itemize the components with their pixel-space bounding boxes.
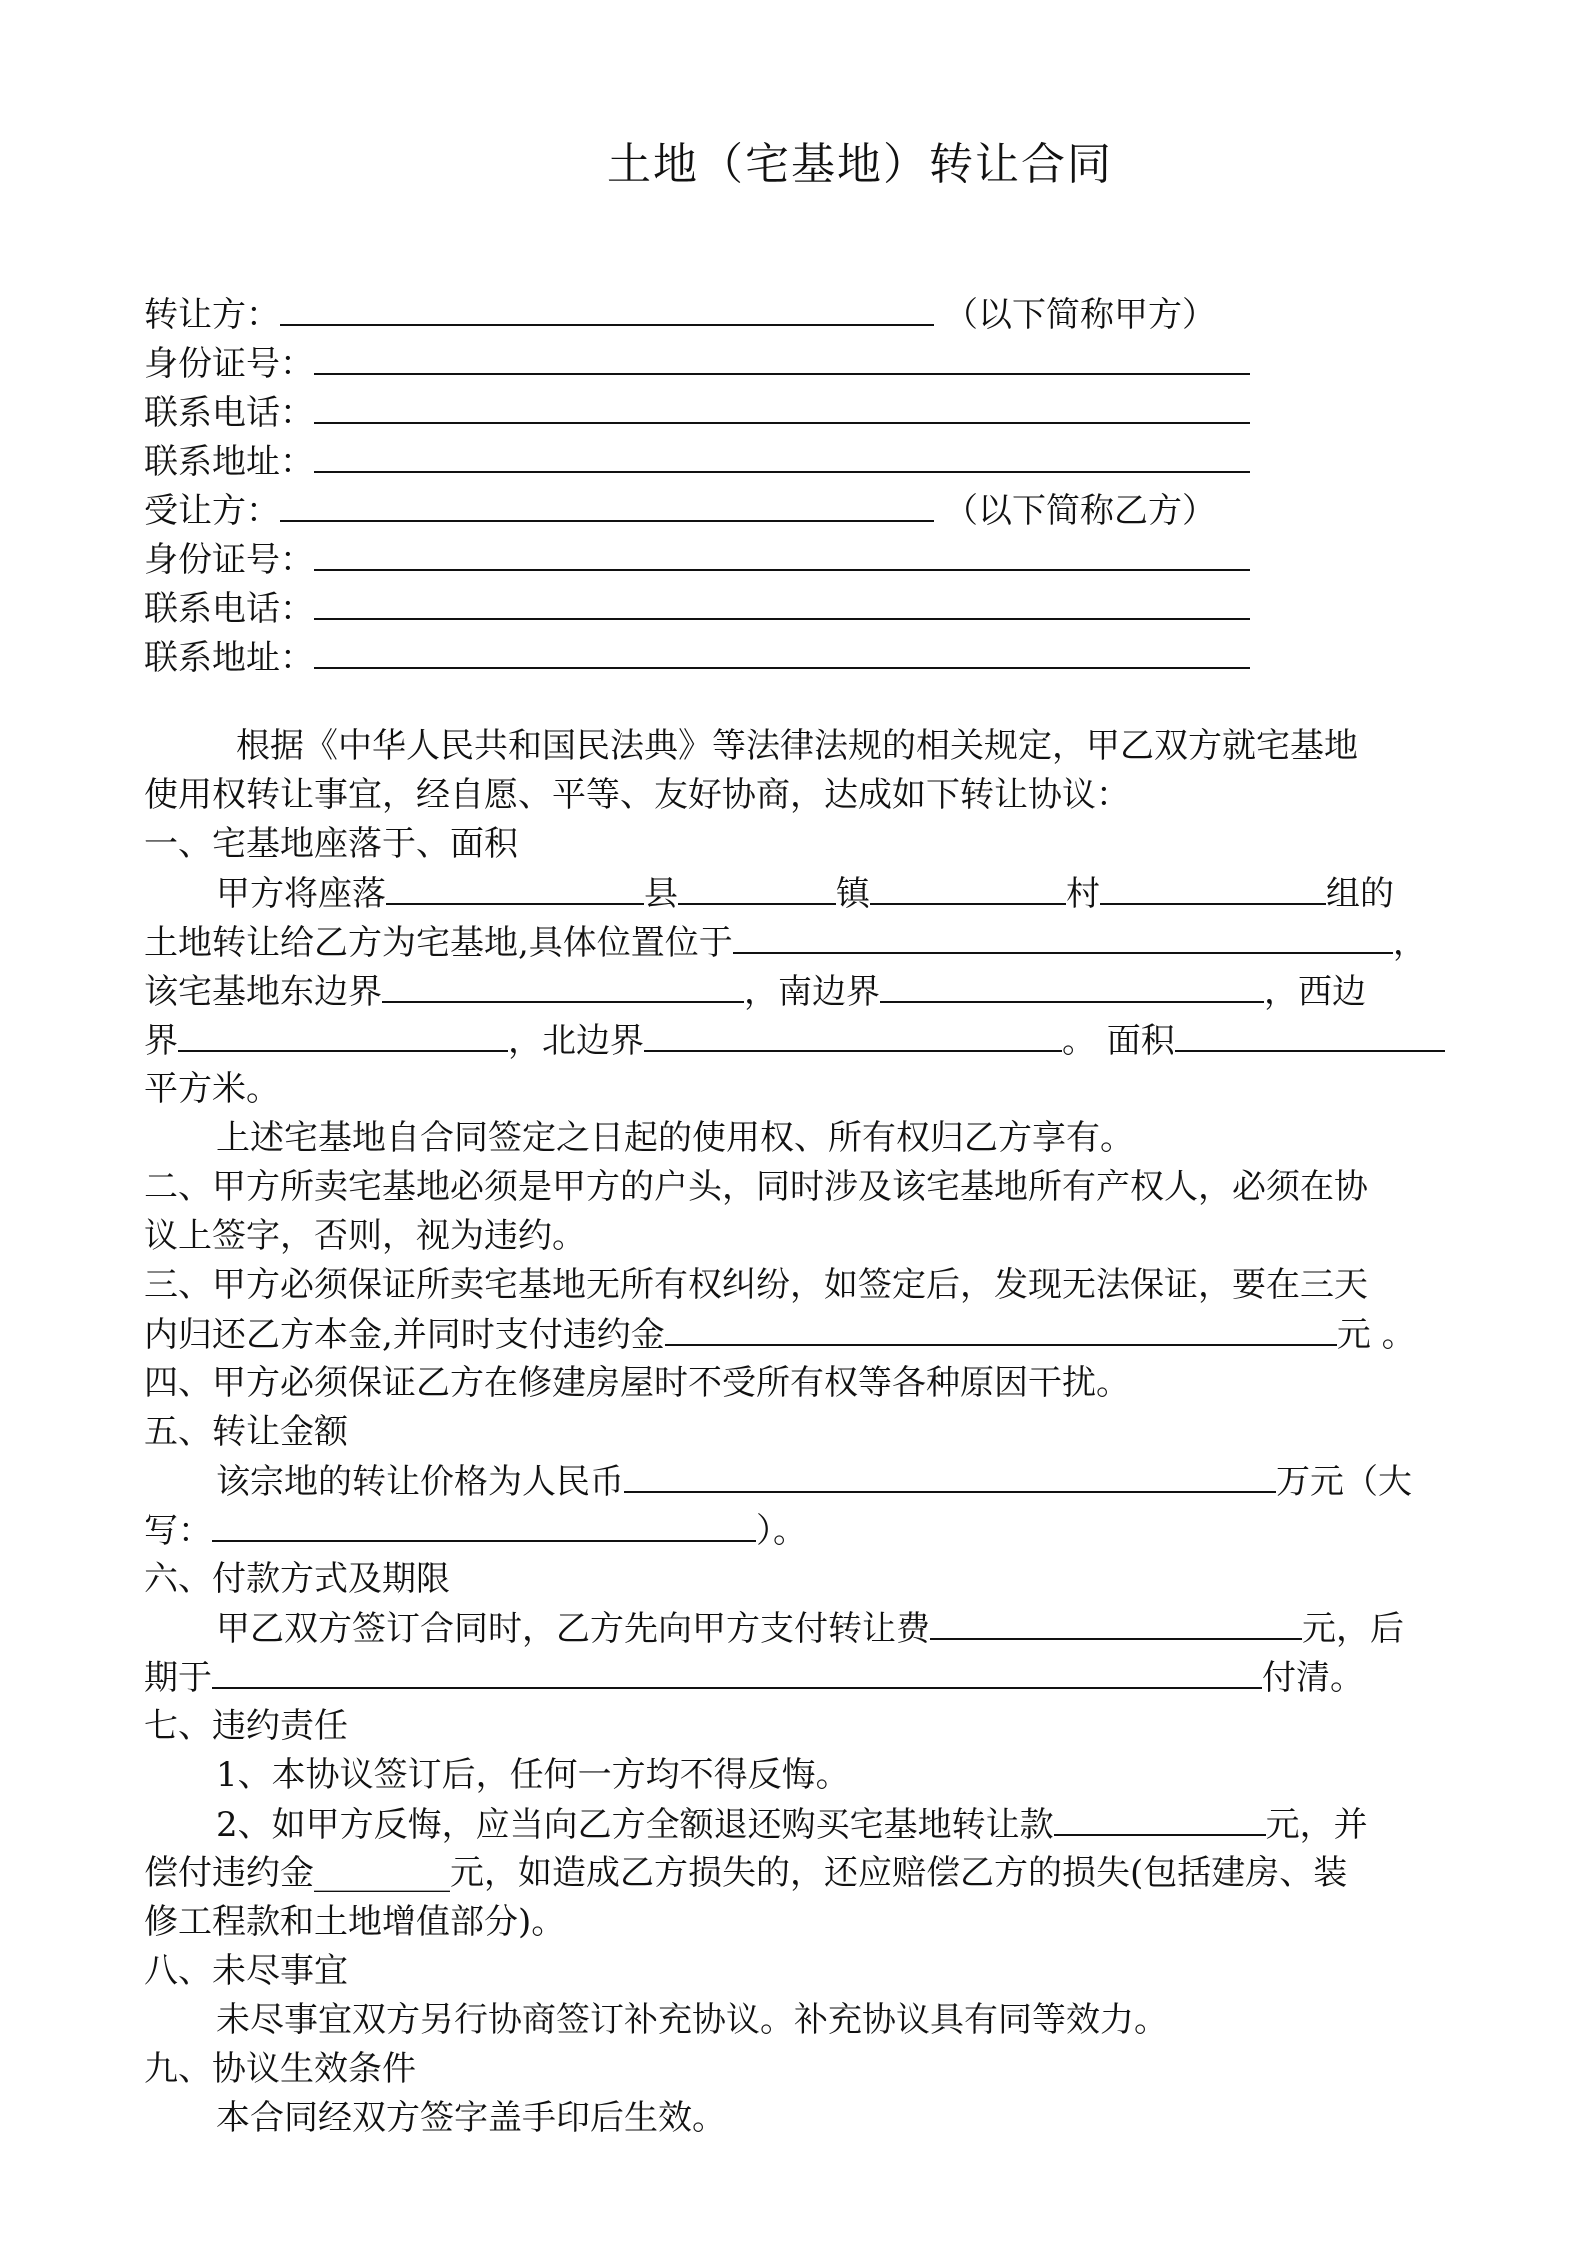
price-capital-line [144, 1506, 807, 1554]
id2-blank[interactable] [314, 535, 1250, 571]
boundary-line-2 [144, 1016, 1445, 1064]
price-capital-label: 写： [144, 1511, 212, 1551]
location-village: 村 [1066, 874, 1100, 914]
phone1-line [144, 388, 1250, 436]
penalty-text: 内归还乙方本金,并同时支付违约金 [144, 1315, 665, 1355]
addr1-blank[interactable] [314, 437, 1250, 473]
location-county: 县 [644, 874, 678, 914]
section-3-line-2 [144, 1310, 1416, 1358]
location-text-1: 甲方将座落 [216, 874, 386, 914]
area-blank[interactable] [1175, 1016, 1445, 1052]
village-blank[interactable] [870, 869, 1066, 905]
section-3-line-1: 三、甲方必须保证所卖宅基地无所有权纠纷，如签定后，发现无法保证，要在三天 [144, 1265, 1368, 1305]
west-boundary-label: ，西边 [1264, 972, 1366, 1012]
west-boundary-cont: 界 [144, 1021, 178, 1061]
phone1-label: 联系电话： [144, 393, 314, 433]
section-6-heading: 六、付款方式及期限 [144, 1559, 450, 1599]
south-boundary-label: ，南边界 [744, 972, 880, 1012]
liability-item-2-end: 修工程款和土地增值部分)。 [144, 1902, 566, 1942]
price-text: 该宗地的转让价格为人民币 [216, 1462, 624, 1502]
north-boundary-label: ，北边界 [508, 1021, 644, 1061]
position-line [144, 918, 1427, 966]
area-unit: 平方米。 [144, 1069, 280, 1109]
east-boundary-label: 该宅基地东边界 [144, 972, 382, 1012]
payment-line [216, 1604, 1404, 1652]
transferor-blank[interactable] [280, 290, 934, 326]
location-group: 组的 [1326, 874, 1394, 914]
payment-unit: 元，后 [1302, 1609, 1404, 1649]
boundary-line-1 [144, 967, 1366, 1015]
transferor-label: 转让方： [144, 295, 280, 335]
price-blank[interactable] [624, 1457, 1276, 1493]
liability-item-2-cont: 偿付违约金________元，如造成乙方损失的，还应赔偿乙方的损失(包括建房、装 [144, 1853, 1348, 1893]
south-boundary-blank[interactable] [880, 967, 1264, 1003]
intro-line-1: 根据《中华人民共和国民法典》等法律法规的相关规定，甲乙双方就宅基地 [236, 726, 1358, 766]
section-2-line-1: 二、甲方所卖宅基地必须是甲方的户头，同时涉及该宅基地所有产权人，必须在协 [144, 1167, 1368, 1207]
section-8-heading: 八、未尽事宜 [144, 1951, 348, 1991]
west-boundary-blank[interactable] [178, 1016, 508, 1052]
payment-blank[interactable] [930, 1604, 1302, 1640]
transferee-note: （以下简称乙方） [944, 491, 1216, 531]
section-2-line-2: 议上签字，否则，视为违约。 [144, 1216, 586, 1256]
phone2-line [144, 584, 1250, 632]
payment-text: 甲乙双方签订合同时，乙方先向甲方支付转让费 [216, 1609, 930, 1649]
town-blank[interactable] [678, 869, 836, 905]
area-label: 。 面积 [1062, 1021, 1175, 1061]
section-5-heading: 五、转让金额 [144, 1412, 348, 1452]
addr2-blank[interactable] [314, 633, 1250, 669]
id2-line [144, 535, 1250, 583]
north-boundary-blank[interactable] [644, 1016, 1062, 1052]
price-unit: 万元（大 [1276, 1462, 1412, 1502]
price-capital-blank[interactable] [212, 1506, 756, 1542]
county-blank[interactable] [386, 869, 644, 905]
refund-blank[interactable] [1054, 1800, 1266, 1836]
position-blank[interactable] [733, 918, 1393, 954]
addr1-label: 联系地址： [144, 442, 314, 482]
page-title: 土地（宅基地）转让合同 [607, 139, 1113, 190]
id1-label: 身份证号： [144, 344, 314, 384]
intro-line-2: 使用权转让事宜，经自愿、平等、友好协商，达成如下转让协议： [144, 775, 1130, 815]
refund-text: 2、如甲方反悔，应当向乙方全额退还购买宅基地转让款 [216, 1805, 1054, 1845]
payment-deadline-line [144, 1653, 1364, 1701]
id1-blank[interactable] [314, 339, 1250, 375]
transferor-note: （以下简称甲方） [944, 295, 1216, 335]
deadline-label: 期于 [144, 1658, 212, 1698]
deadline-blank[interactable] [212, 1653, 1262, 1689]
refund-unit: 元，并 [1265, 1805, 1368, 1845]
liability-item-2 [216, 1800, 1368, 1848]
position-text: 土地转让给乙方为宅基地,具体位置位于 [144, 923, 733, 963]
phone2-label: 联系电话： [144, 589, 314, 629]
transferee-blank[interactable] [280, 486, 934, 522]
penalty-blank[interactable] [665, 1310, 1337, 1346]
price-capital-close: ）。 [756, 1511, 807, 1551]
position-comma: ， [1392, 923, 1427, 963]
rights-clause: 上述宅基地自合同签定之日起的使用权、所有权归乙方享有。 [216, 1118, 1134, 1158]
addr1-line [144, 437, 1250, 485]
section-4-line: 四、甲方必须保证乙方在修建房屋时不受所有权等各种原因干扰。 [144, 1363, 1130, 1403]
section-8-text: 未尽事宜双方另行协商签订补充协议。补充协议具有同等效力。 [216, 2000, 1168, 2040]
penalty-unit: 元 。 [1336, 1315, 1416, 1355]
deadline-end: 付清。 [1262, 1658, 1364, 1698]
addr2-label: 联系地址： [144, 638, 314, 678]
phone2-blank[interactable] [314, 584, 1250, 620]
location-line [216, 869, 1394, 917]
transferee-label: 受让方： [144, 491, 280, 531]
price-line [216, 1457, 1412, 1505]
phone1-blank[interactable] [314, 388, 1250, 424]
liability-item-1: 1、本协议签订后，任何一方均不得反悔。 [216, 1755, 850, 1795]
transferor-line [144, 290, 1216, 338]
section-1-heading: 一、宅基地座落于、面积 [144, 824, 518, 864]
addr2-line [144, 633, 1250, 681]
group-blank[interactable] [1100, 869, 1326, 905]
id2-label: 身份证号： [144, 540, 314, 580]
id1-line [144, 339, 1250, 387]
section-9-heading: 九、协议生效条件 [144, 2049, 416, 2089]
east-boundary-blank[interactable] [382, 967, 744, 1003]
transferee-line [144, 486, 1216, 534]
section-9-text: 本合同经双方签字盖手印后生效。 [216, 2098, 726, 2138]
section-7-heading: 七、违约责任 [144, 1706, 348, 1746]
location-town: 镇 [836, 874, 870, 914]
